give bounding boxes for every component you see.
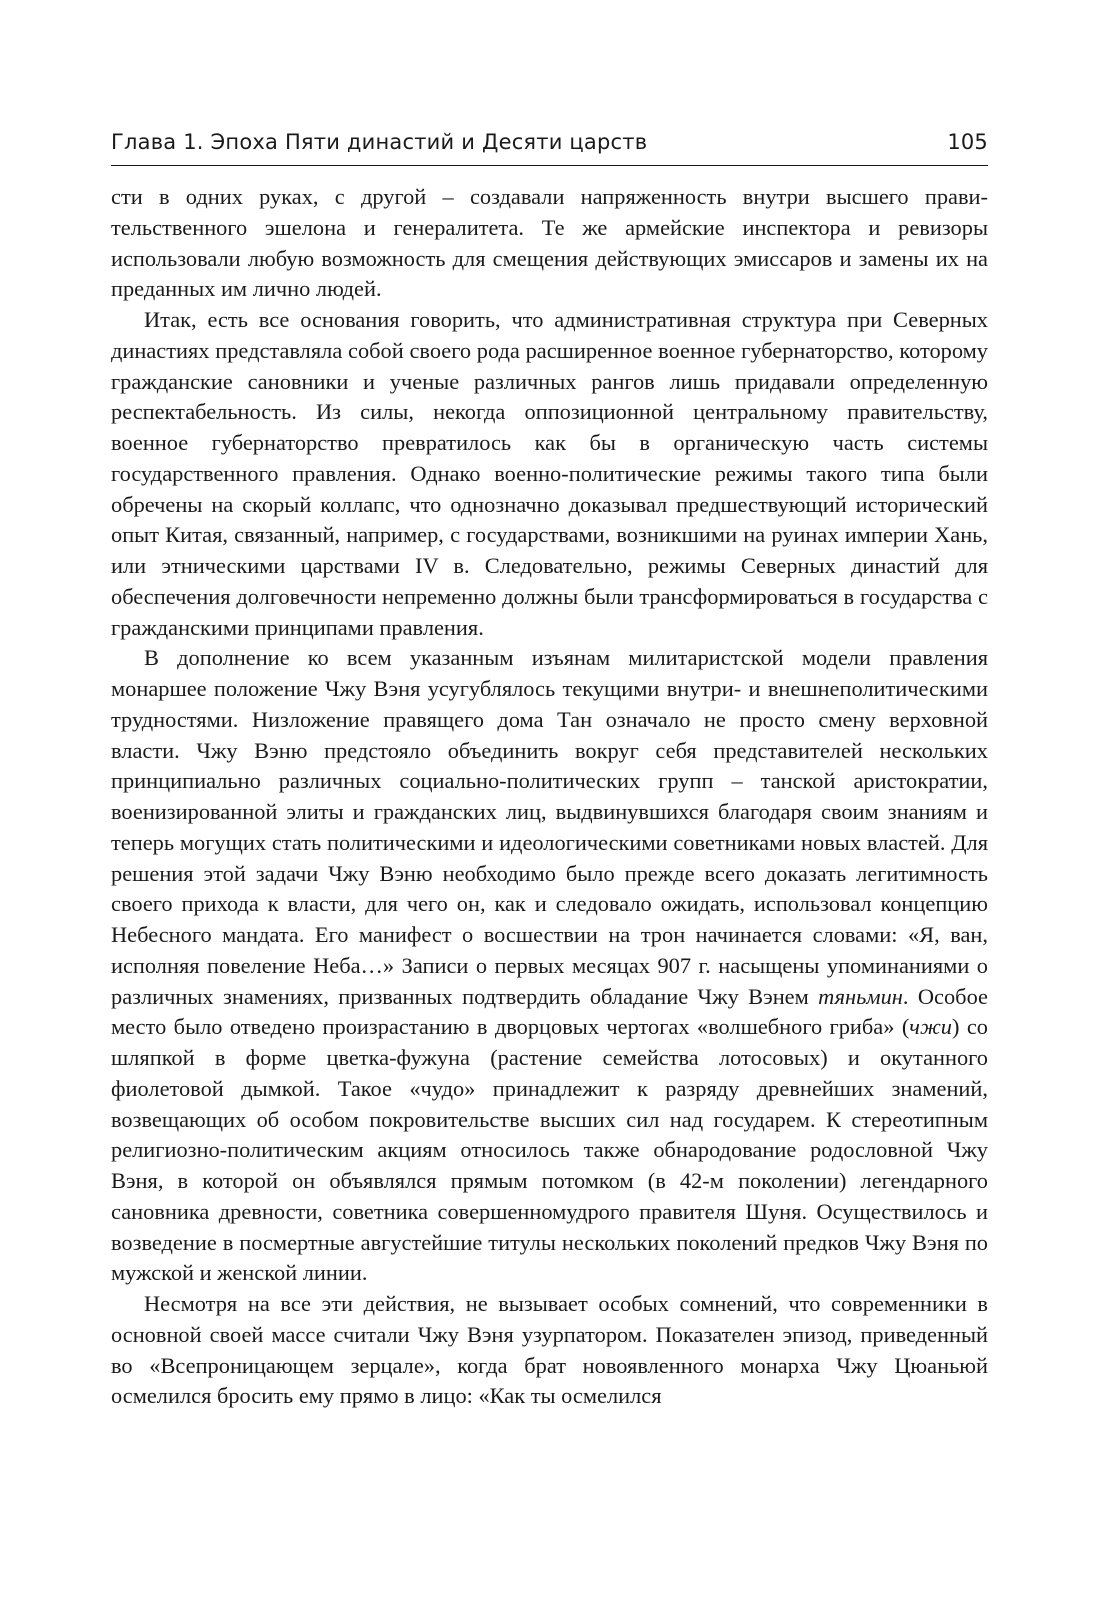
paragraph-3 <box>111 643 988 1289</box>
italic-term-tianming: тяньмин <box>818 983 903 1009</box>
paragraph-2 <box>111 305 988 643</box>
paragraph-text: ) со шляпкой в форме цветка-фужуна (растение семейства лотосовых) и окутанного фиолетовой дымкой. Такое «чудо» принадлежит к разряду древнейших знамений, возвещающих об особом покровительстве высших сил над государем. К стереотипным религиозно-политическим акциям относилось также обнародование родословной Чжу Вэня, в которой он объявлялся прямым потомком (в 42-м поколении) легендарного сановника древности, советника совершенномудрого правителя Шуня. Осуществилось и возведение в посмертные августейшие титулы нескольких поколений предков Чжу Вэня по мужской и женской линии. <box>111 1014 988 1286</box>
paragraph-text: сти в одних руках, с другой – создавали напряженность внутри высшего правительственного эшелона и генералитета. Те же армейские инспектора и ревизоры использовали любую возможность для смещения действующих эмиссаров и замены их на преданных им лично людей. <box>111 184 988 302</box>
running-head <box>111 126 988 166</box>
page-number: 105 <box>947 130 988 154</box>
paragraph-4 <box>111 1289 988 1412</box>
chapter-title: Глава 1. Эпоха Пяти династий и Десяти царств <box>111 130 648 154</box>
paragraph-text: . Особое место было отведено произрастанию в дворцовых чертогах «волшебного гриба» ( <box>111 983 988 1040</box>
body-text <box>111 182 988 1412</box>
italic-term-zhi: чжи <box>909 1014 953 1040</box>
paragraph-text: Несмотря на все эти действия, не вызывает особых сомнений, что современники в основной своей массе считали Чжу Вэня узурпатором. Показателен эпизод, приведенный во «Всепроницающем зерцале», когда брат новоявленного монарха Чжу Цюаньюй осмелился бросить ему прямо в лицо: «Как ты осмелился <box>111 1291 988 1409</box>
paragraph-1 <box>111 182 988 305</box>
paragraph-text: Итак, есть все основания говорить, что административная структура при Северных династиях представляла собой своего рода расширенное военное губернаторство, которому гражданские сановники и ученые различных рангов лишь придавали определенную респектабельность. Из силы, некогда оппозиционной центральному правительству, военное губернаторство превратилось как бы в органическую часть системы государственного правления. Однако военно-политические режимы такого типа были обречены на скорый коллапс, что однозначно доказывал предшествующий исторический опыт Китая, связанный, например, с государствами, возникшими на руинах империи Хань, или этническими царствами IV в. Следовательно, режимы Северных династий для обеспечения долговечности непременно должны были трансформироваться в государства с гражданскими принципами правления. <box>111 307 988 640</box>
paragraph-text: В дополнение ко всем указанным изъянам милитаристской модели правления монаршее положение Чжу Вэня усугублялось текущими внутри- и внешнеполитическими трудностями. Низложение правящего дома Тан означало не просто смену верховной власти. Чжу Вэню предстояло объединить вокруг себя представителей нескольких принципиально различных социально-политических групп – танской аристократии, военизированной элиты и гражданских лиц, выдвинувшихся благодаря своим знаниям и теперь могущих стать политическими и идеологическими советниками новых властей. Для решения этой задачи Чжу Вэню необходимо было прежде всего доказать легитимность своего прихода к власти, для чего он, как и следовало ожидать, использовал концепцию Небесного мандата. Его манифест о восшествии на трон начинается словами: «Я, ван, исполняя повеление Неба…» Записи о первых месяцах 907 г. насыщены упоминаниями о различных знамениях, призванных подтвердить обладание Чжу Вэнем <box>111 645 988 1009</box>
header-rule <box>111 165 988 166</box>
